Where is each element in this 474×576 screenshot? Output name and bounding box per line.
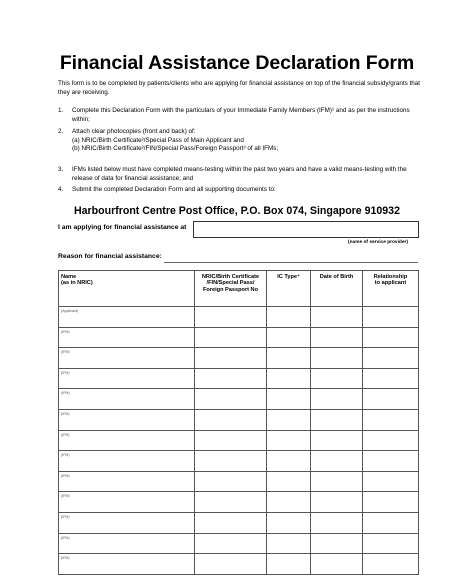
service-provider-note: (name of service provider): [348, 240, 408, 245]
service-provider-input[interactable]: [193, 221, 419, 238]
item-text: Complete this Declaration Form with the particulars of your Immediate Family Members (IFM)¹ and as per the instructions within;: [72, 107, 410, 123]
header-date-of-birth: Date of Birth: [311, 271, 363, 307]
cell-nric[interactable]: [195, 389, 267, 410]
cell-nric[interactable]: [195, 471, 267, 492]
cell-ic-type[interactable]: [267, 554, 311, 575]
cell-ic-type[interactable]: [267, 368, 311, 389]
table-row: [59, 451, 419, 472]
row-tag: (IFM): [61, 350, 70, 355]
cell-name[interactable]: [59, 512, 195, 533]
cell-ic-type[interactable]: [267, 492, 311, 513]
cell-name[interactable]: [59, 471, 195, 492]
mailing-address: Harbourfront Centre Post Office, P.O. Box 074, Singapore 910932: [74, 205, 400, 217]
cell-relationship[interactable]: [363, 368, 419, 389]
cell-nric[interactable]: [195, 368, 267, 389]
item-number: 1.: [58, 107, 64, 114]
cell-nric[interactable]: [195, 512, 267, 533]
cell-ic-type[interactable]: [267, 471, 311, 492]
cell-relationship[interactable]: [363, 554, 419, 575]
cell-date-of-birth[interactable]: [311, 451, 363, 472]
cell-ic-type[interactable]: [267, 512, 311, 533]
cell-relationship[interactable]: [363, 533, 419, 554]
cell-relationship[interactable]: [363, 451, 419, 472]
cell-ic-type[interactable]: [267, 327, 311, 348]
cell-relationship[interactable]: [363, 307, 419, 328]
header-nric: NRIC/Birth Certificate /FIN/Special Pass/ Foreign Passport No: [195, 271, 267, 307]
item-number: 3.: [58, 166, 64, 173]
table-row: [59, 492, 419, 513]
cell-name[interactable]: [59, 389, 195, 410]
row-tag: (IFM): [61, 411, 70, 416]
header-ic-type: IC Type⁴: [267, 271, 311, 307]
cell-ic-type[interactable]: [267, 430, 311, 451]
cell-ic-type[interactable]: [267, 389, 311, 410]
cell-nric[interactable]: [195, 409, 267, 430]
ifm-table: [58, 270, 419, 575]
cell-nric[interactable]: [195, 554, 267, 575]
cell-nric[interactable]: [195, 430, 267, 451]
cell-relationship[interactable]: [363, 492, 419, 513]
row-tag: (IFM): [61, 556, 70, 561]
cell-name[interactable]: [59, 348, 195, 369]
cell-relationship[interactable]: [363, 430, 419, 451]
row-tag: (IFM): [61, 391, 70, 396]
cell-date-of-birth[interactable]: [311, 368, 363, 389]
item-number: 2.: [58, 128, 64, 135]
cell-date-of-birth[interactable]: [311, 409, 363, 430]
applying-label: I am applying for financial assistance at: [58, 224, 187, 231]
cell-date-of-birth[interactable]: [311, 512, 363, 533]
table-row: [59, 430, 419, 451]
row-tag: (IFM): [61, 473, 70, 478]
cell-name[interactable]: [59, 533, 195, 554]
cell-date-of-birth[interactable]: [311, 533, 363, 554]
cell-name[interactable]: [59, 307, 195, 328]
cell-date-of-birth[interactable]: [311, 492, 363, 513]
cell-date-of-birth[interactable]: [311, 307, 363, 328]
cell-date-of-birth[interactable]: [311, 389, 363, 410]
intro-text: This form is to be completed by patients/clients who are applying for financial assistance on top of the financial subsidy/grants that they are receiving.: [58, 80, 420, 96]
row-tag: (IFM): [61, 453, 70, 458]
row-tag: (IFM): [61, 535, 70, 540]
cell-name[interactable]: [59, 451, 195, 472]
cell-nric[interactable]: [195, 533, 267, 554]
cell-name[interactable]: [59, 409, 195, 430]
cell-name[interactable]: [59, 430, 195, 451]
reason-label: Reason for financial assistance:: [58, 253, 162, 260]
cell-relationship[interactable]: [363, 327, 419, 348]
cell-ic-type[interactable]: [267, 307, 311, 328]
cell-date-of-birth[interactable]: [311, 430, 363, 451]
cell-name[interactable]: [59, 368, 195, 389]
cell-name[interactable]: [59, 492, 195, 513]
cell-ic-type[interactable]: [267, 533, 311, 554]
cell-nric[interactable]: [195, 492, 267, 513]
row-tag: (Applicant): [61, 309, 79, 313]
cell-relationship[interactable]: [363, 389, 419, 410]
item-text: Submit the completed Declaration Form and all supporting documents to:: [72, 186, 276, 193]
row-tag: (IFM): [61, 329, 70, 334]
cell-nric[interactable]: [195, 348, 267, 369]
table-row: [59, 409, 419, 430]
table-row: [59, 327, 419, 348]
cell-date-of-birth[interactable]: [311, 348, 363, 369]
form-title: Financial Assistance Declaration Form: [59, 52, 415, 74]
table-row: [59, 368, 419, 389]
cell-ic-type[interactable]: [267, 409, 311, 430]
table-row: [59, 471, 419, 492]
header-name: Name (as in NRIC): [59, 271, 195, 307]
table-row: [59, 554, 419, 575]
reason-input-line[interactable]: [164, 262, 418, 263]
row-tag: (IFM): [61, 432, 70, 437]
item-text: IFMs listed below must have completed means-testing within the past two years and have a valid means-testing with the release of data for financial assistance; and: [72, 166, 407, 182]
row-tag: (IFM): [61, 494, 70, 499]
table-row: [59, 307, 419, 328]
table-header-row: [59, 271, 419, 307]
cell-nric[interactable]: [195, 307, 267, 328]
table-row: [59, 512, 419, 533]
table-row: [59, 389, 419, 410]
cell-name[interactable]: [59, 327, 195, 348]
table-row: [59, 533, 419, 554]
cell-relationship[interactable]: [363, 409, 419, 430]
header-relationship: Relationship to applicant: [363, 271, 419, 307]
cell-relationship[interactable]: [363, 348, 419, 369]
cell-date-of-birth[interactable]: [311, 327, 363, 348]
cell-nric[interactable]: [195, 327, 267, 348]
cell-relationship[interactable]: [363, 512, 419, 533]
cell-ic-type[interactable]: [267, 451, 311, 472]
table-row: [59, 348, 419, 369]
cell-relationship[interactable]: [363, 471, 419, 492]
row-tag: (IFM): [61, 370, 70, 375]
cell-name[interactable]: [59, 554, 195, 575]
cell-nric[interactable]: [195, 451, 267, 472]
item-number: 4.: [58, 186, 64, 193]
row-tag: (IFM): [61, 514, 70, 519]
cell-date-of-birth[interactable]: [311, 554, 363, 575]
item-text: Attach clear photocopies (front and back) of: (a) NRIC/Birth Certificate²/Special Pass of Main Applicant and (b) NRIC/Birth Certificate²/FIN/Special Pass/Foreign Passport³ of all IFMs;: [72, 128, 279, 153]
cell-ic-type[interactable]: [267, 348, 311, 369]
cell-date-of-birth[interactable]: [311, 471, 363, 492]
